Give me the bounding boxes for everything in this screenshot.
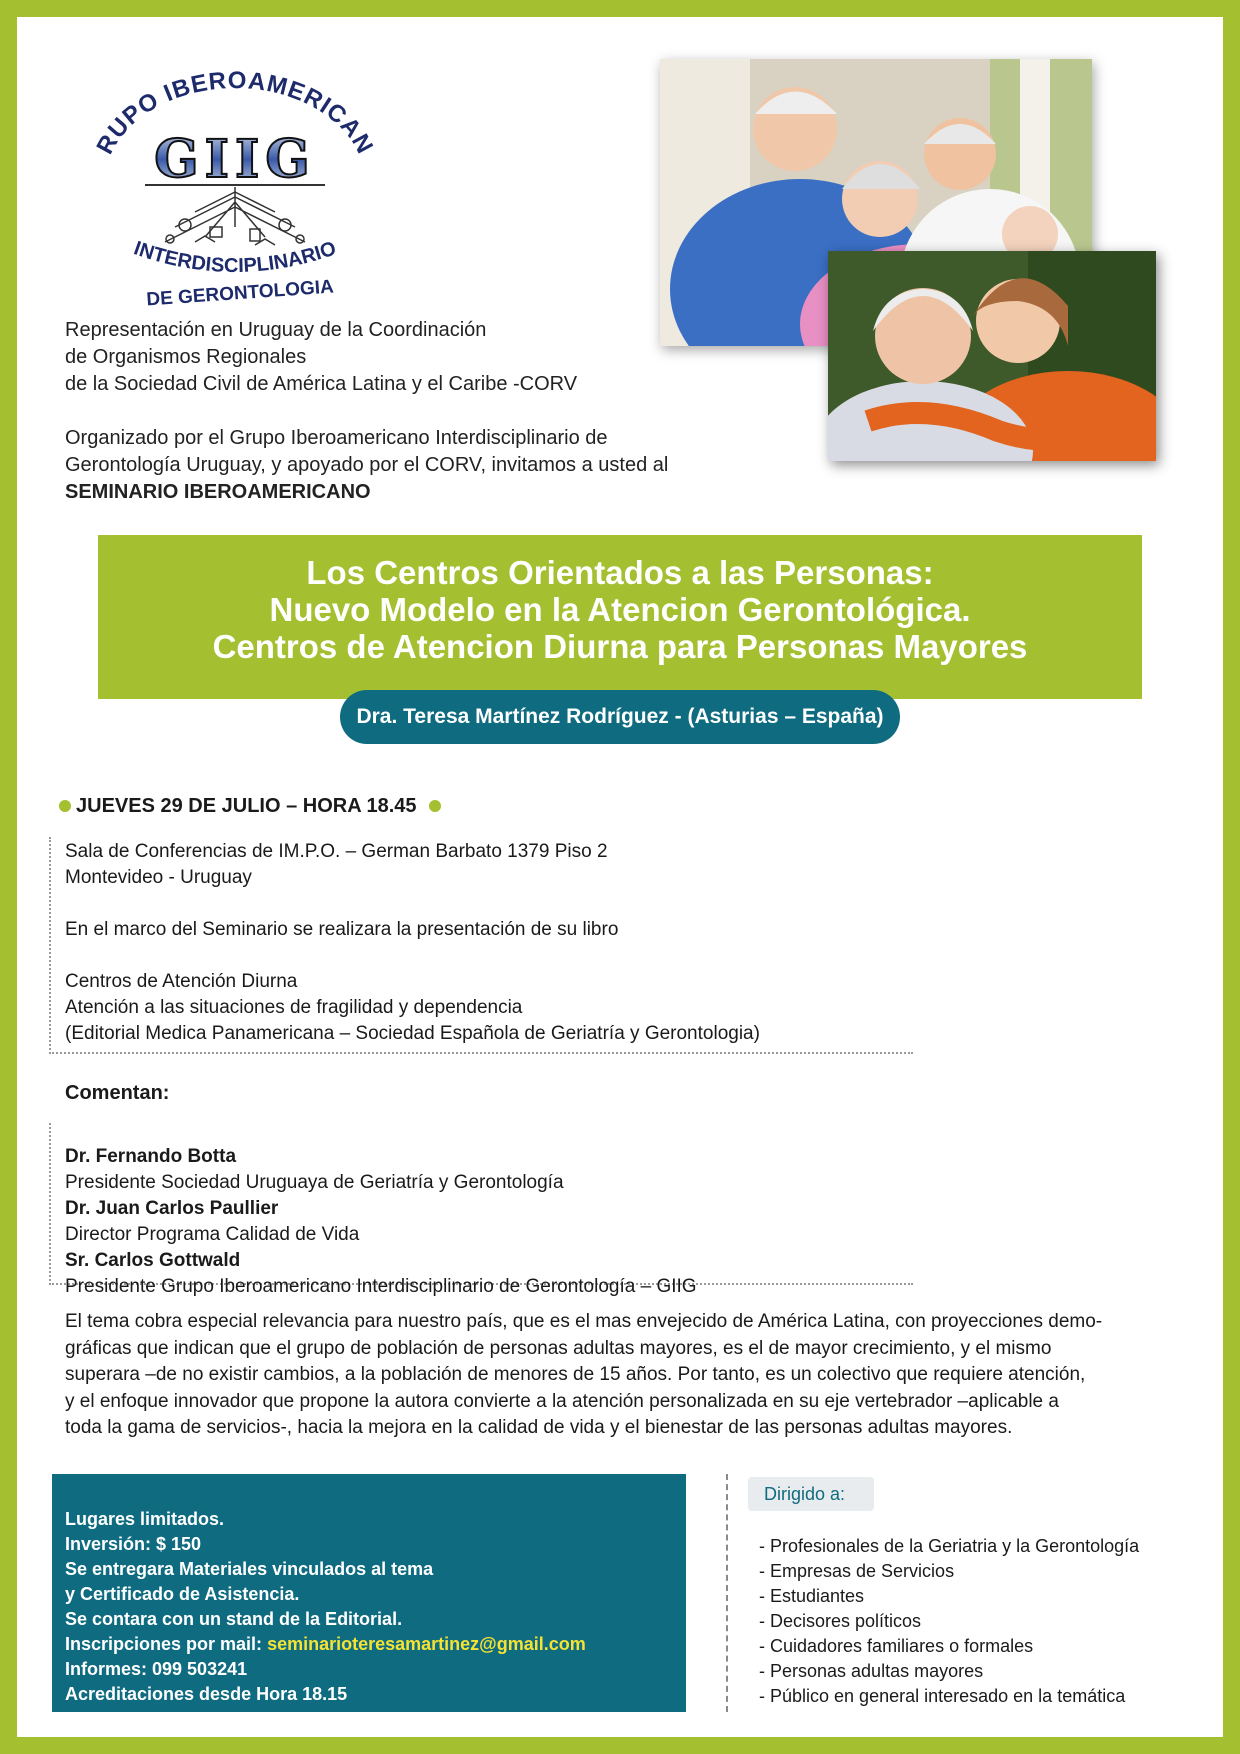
info-line: Acreditaciones desde Hora 18.15 <box>65 1684 348 1704</box>
comentan-heading: Comentan: <box>65 1082 170 1104</box>
paragraph-line: gráficas que indican que el grupo de población de personas adultas mayores, es el de mayor crecimiento, y el mismo <box>65 1337 1052 1359</box>
bullet-dot-icon <box>429 800 441 812</box>
info-line: Se entregara Materiales vinculados al tema <box>65 1559 434 1579</box>
description-paragraph <box>65 1309 1160 1442</box>
audience-list <box>759 1534 1139 1709</box>
commentators-block <box>49 1123 913 1297</box>
info-line: Lugares limitados. <box>65 1509 225 1529</box>
event-date-text: JUEVES 29 DE JULIO – HORA 18.45 <box>76 795 417 817</box>
seminar-title-banner <box>98 535 1142 699</box>
intro-line: Organizado por el Grupo Iberoamericano Interdisciplinario de <box>65 427 608 449</box>
dashed-divider <box>726 1474 728 1712</box>
audience-item: - Decisores políticos <box>759 1611 922 1631</box>
book-title: Centros de Atención Diurna <box>65 971 298 992</box>
logo-arc-top: RUPO IBEROAMERICAN <box>91 67 379 159</box>
info-line <box>65 1632 686 1657</box>
info-line: Se contara con un stand de la Editorial. <box>65 1609 403 1629</box>
logo-arc-bottom-1: INTERDISCIPLINARIO <box>131 237 339 278</box>
info-line: Informes: 099 503241 <box>65 1659 248 1679</box>
intro-line: Gerontología Uruguay, y apoyado por el CORV, invitamos a usted al <box>65 454 669 476</box>
registration-info-box <box>52 1474 686 1712</box>
bullet-dot-icon <box>59 800 71 812</box>
audience-item: - Profesionales de la Geriatria y la Gerontología <box>759 1536 1140 1556</box>
speaker-pill: Dra. Teresa Martínez Rodríguez - (Asturias – España) <box>340 690 900 744</box>
book-publisher: (Editorial Medica Panamericana – Sociedad Española de Geriatría y Gerontologia) <box>65 1023 760 1044</box>
venue-block <box>49 837 913 1054</box>
audience-item: - Público en general interesado en la temática <box>759 1686 1126 1706</box>
commentator-role: Presidente Grupo Iberoamericano Interdisciplinario de Gerontología – GIIG <box>65 1276 697 1297</box>
intro-line: Representación en Uruguay de la Coordinación <box>65 319 487 341</box>
audience-item: - Personas adultas mayores <box>759 1661 984 1681</box>
flyer-page <box>17 17 1223 1737</box>
giig-logo <box>75 67 395 307</box>
commentator-name: Dr. Juan Carlos Paullier <box>65 1198 279 1219</box>
info-line: Inversión: $ 150 <box>65 1534 202 1554</box>
seminar-title-line: Los Centros Orientados a las Personas: <box>306 554 934 591</box>
info-line: y Certificado de Asistencia. <box>65 1584 300 1604</box>
paragraph-line: y el enfoque innovador que propone la autora convierte a la atención personalizada en su eje vertebrador –aplicable a <box>65 1390 1059 1412</box>
commentator-name: Dr. Fernando Botta <box>65 1146 237 1167</box>
audience-item: - Empresas de Servicios <box>759 1561 955 1581</box>
seminar-label: SEMINARIO IBEROAMERICANO <box>65 481 371 503</box>
intro-text <box>65 317 745 506</box>
book-subtitle: Atención a las situaciones de fragilidad y dependencia <box>65 997 523 1018</box>
audience-item: - Cuidadores familiares o formales <box>759 1636 1034 1656</box>
venue-line: Sala de Conferencias de IM.P.O. – German Barbato 1379 Piso 2 <box>65 841 608 862</box>
svg-text:INTERDISCIPLINARIO <box>131 237 339 277</box>
seminar-title-line: Nuevo Modelo en la Atencion Gerontológica. <box>269 591 971 628</box>
venue-line: En el marco del Seminario se realizara la presentación de su libro <box>65 919 619 940</box>
photo-elderly-caregiver <box>828 251 1156 461</box>
paragraph-line: El tema cobra especial relevancia para nuestro país, que es el mas envejecido de América Latina, con proyecciones demo- <box>65 1311 1103 1332</box>
audience-item: - Estudiantes <box>759 1586 865 1606</box>
logo-arc-bottom-2: DE GERONTOLOGIA <box>145 276 335 307</box>
logo-acronym: GIIG <box>154 129 316 190</box>
registration-label: Inscripciones por mail: <box>65 1634 268 1654</box>
event-date <box>59 791 441 821</box>
paragraph-line: toda la gama de servicios-, hacia la mejora en la calidad de vida y el bienestar de las personas adultas mayores. <box>65 1417 1013 1438</box>
venue-line: Montevideo - Uruguay <box>65 867 252 888</box>
dirigido-label: Dirigido a: <box>748 1477 874 1511</box>
commentator-role: Director Programa Calidad de Vida <box>65 1224 360 1245</box>
registration-email-link[interactable]: seminarioteresamartinez@gmail.com <box>267 1634 586 1654</box>
intro-line: de la Sociedad Civil de América Latina y el Caribe -CORV <box>65 373 578 395</box>
seminar-title-line: Centros de Atencion Diurna para Personas Mayores <box>212 628 1028 665</box>
intro-line: de Organismos Regionales <box>65 346 307 368</box>
paragraph-line: superara –de no existir cambios, a la población de menores de 15 años. Por tanto, es un colectivo que requiere atención, <box>65 1364 1086 1385</box>
commentator-role: Presidente Sociedad Uruguaya de Geriatría y Gerontología <box>65 1172 564 1193</box>
commentator-name: Sr. Carlos Gottwald <box>65 1250 241 1271</box>
